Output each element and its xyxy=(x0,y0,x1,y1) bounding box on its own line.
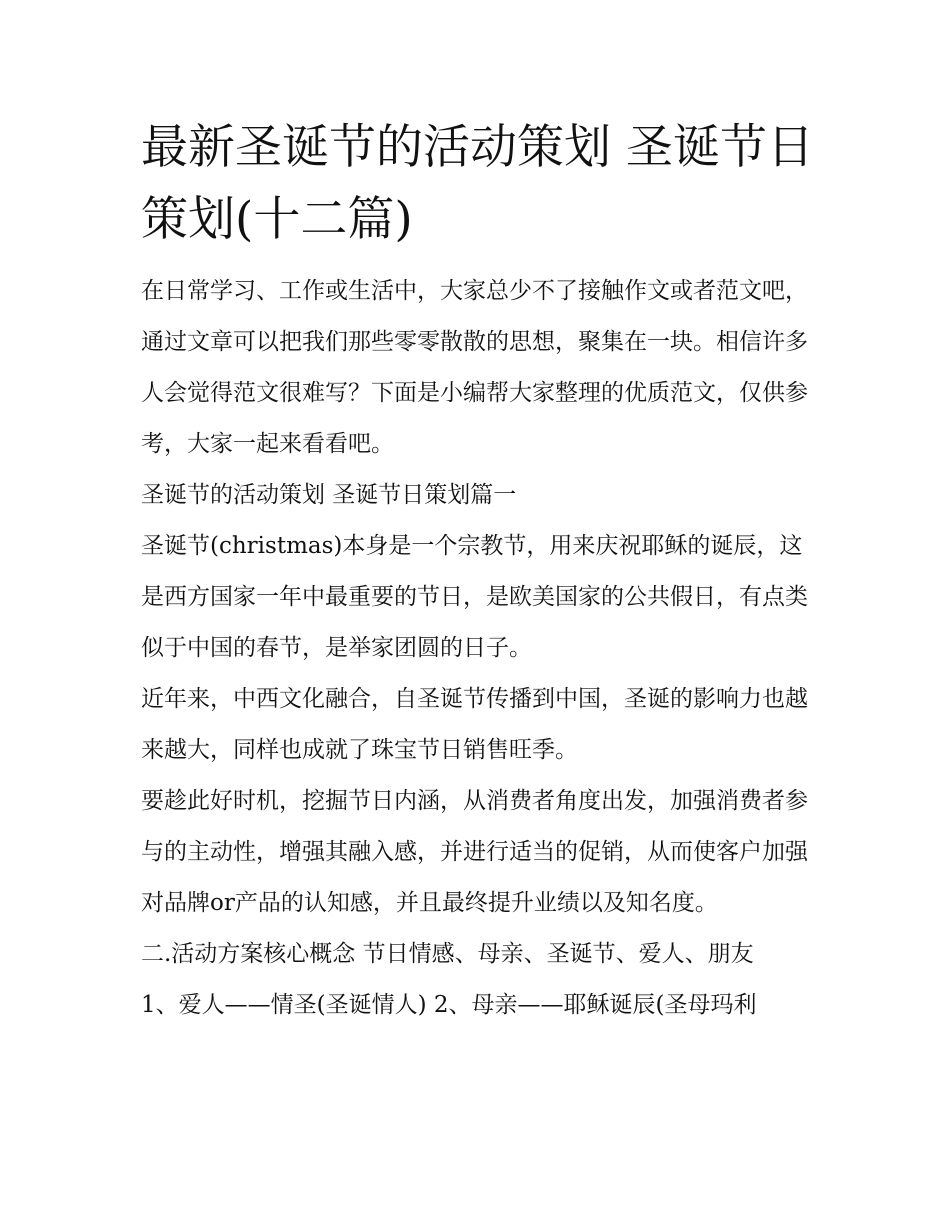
intro-paragraph: 在日常学习、工作或生活中，大家总少不了接触作文或者范文吧，通过文章可以把我们那些零零散散的思想，聚集在一块。相信许多人会觉得范文很难写？下面是小编帮大家整理的优质范文，仅供参考，大家一起来看看吧。 xyxy=(141,278,808,457)
section-heading: 圣诞节的活动策划 圣诞节日策划篇一 xyxy=(141,482,517,508)
body-paragraph: 要趁此好时机，挖掘节日内涵，从消费者角度出发，加强消费者参与的主动性，增强其融入感，并进行适当的促销，从而使客户加强对品牌or产品的认知感，并且最终提升业绩以及知名度。 xyxy=(141,788,808,916)
body-paragraph: 圣诞节(christmas)本身是一个宗教节，用来庆祝耶稣的诞辰，这是西方国家一年中最重要的节日，是欧美国家的公共假日，有点类似于中国的春节，是举家团圆的日子。 xyxy=(141,533,808,661)
document-title: 最新圣诞节的活动策划 圣诞节日策划(十二篇) xyxy=(141,120,814,247)
core-concept-line: 二.活动方案核心概念 节日情感、母亲、圣诞节、爱人、朋友 xyxy=(141,941,754,967)
body-paragraph: 近年来，中西文化融合，自圣诞节传播到中国，圣诞的影响力也越来越大，同样也成就了珠宝节日销售旺季。 xyxy=(141,686,808,763)
document-page xyxy=(141,112,821,1031)
concept-list-line: 1、爱人——情圣(圣诞情人) 2、母亲——耶稣诞辰(圣母玛利 xyxy=(141,992,757,1018)
